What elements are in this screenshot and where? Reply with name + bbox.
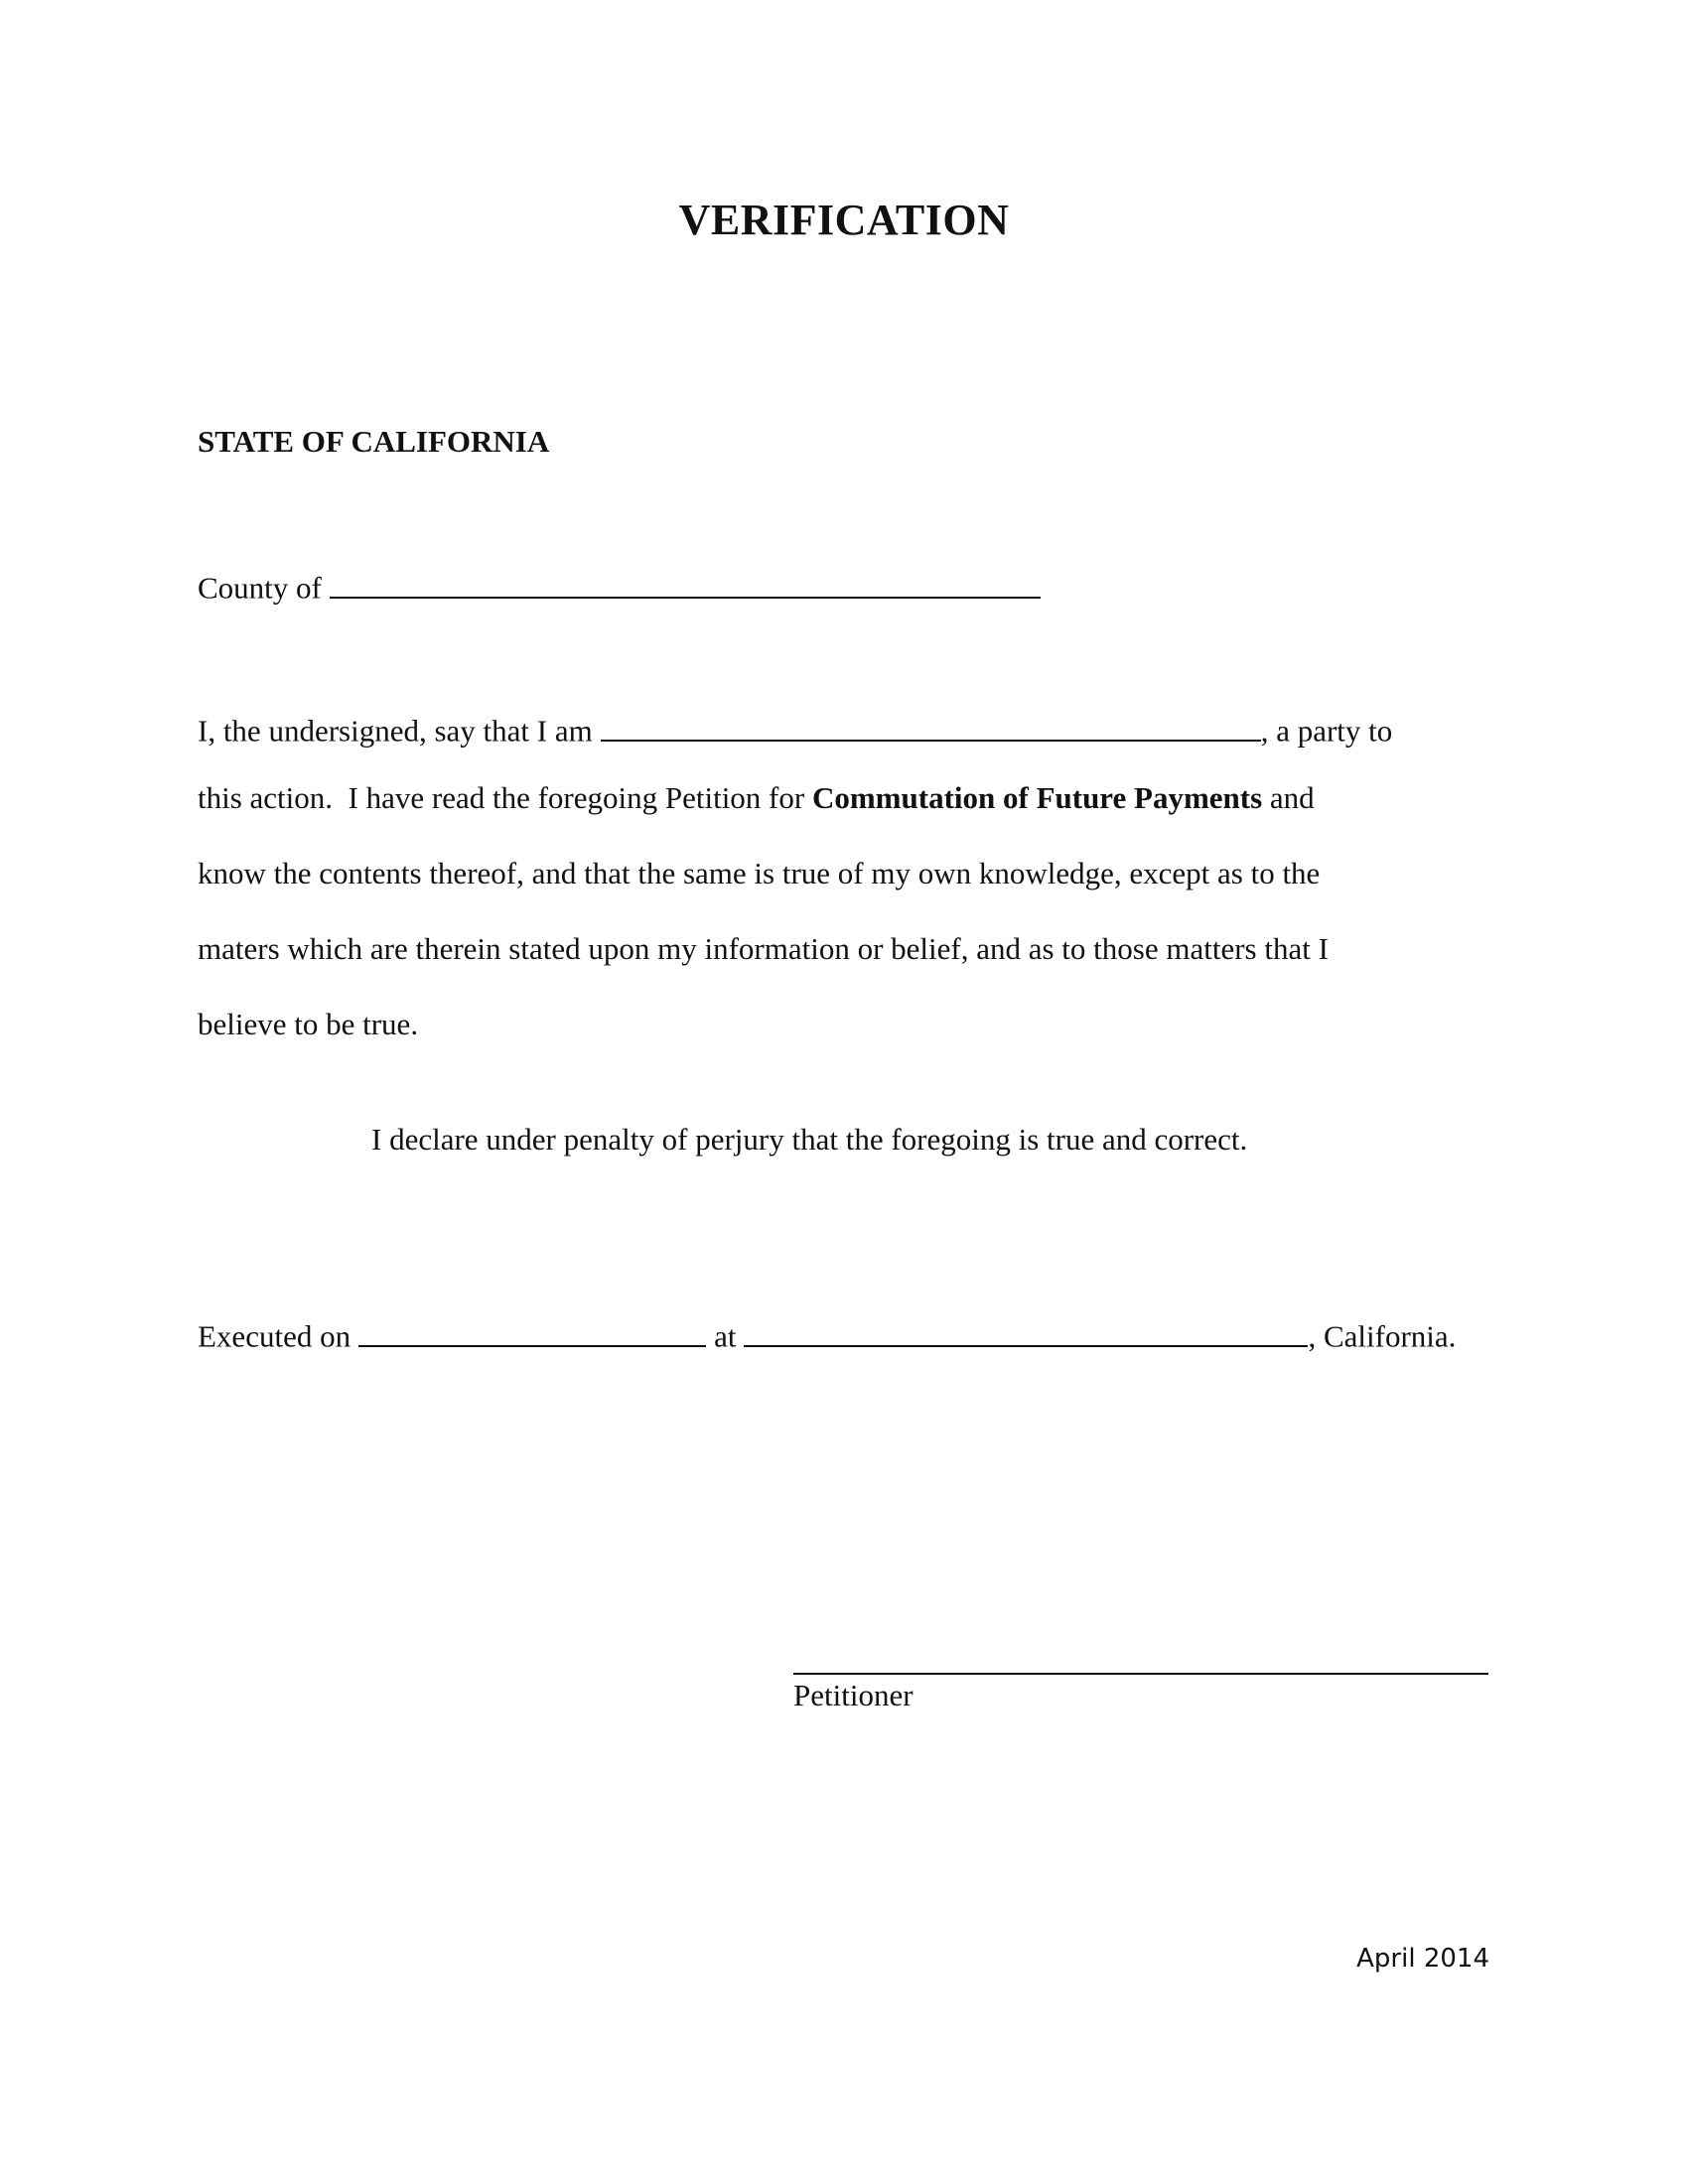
petition-type-bold: Commutation of Future Payments (811, 780, 1263, 815)
paragraph-line2-end: and (1262, 780, 1315, 815)
paragraph-line-2 (198, 782, 1315, 813)
paragraph-line-1 (198, 707, 1392, 747)
county-blank-field[interactable] (330, 564, 1041, 599)
paragraph-line-5: believe to be true. (198, 1007, 419, 1041)
county-label: County of (198, 570, 322, 606)
paragraph-line1-end: , a party to (1260, 713, 1393, 749)
executed-line (198, 1312, 1456, 1355)
executed-state-suffix: , California. (1308, 1318, 1457, 1354)
footer-date: April 2014 (1356, 1944, 1489, 1974)
executed-label: Executed on (198, 1318, 352, 1354)
executed-at-label: at (714, 1318, 737, 1354)
county-line (198, 564, 1041, 607)
executed-date-blank-field[interactable] (358, 1312, 706, 1347)
party-name-blank-field[interactable] (601, 707, 1261, 742)
paragraph-line-3: know the contents thereof, and that the same is true of my own knowledge, except as to the (198, 856, 1321, 890)
executed-place-blank-field[interactable] (744, 1312, 1308, 1347)
signature-label: Petitioner (793, 1678, 914, 1712)
paragraph-line2-start: this action. I have read the foregoing Petition for (198, 780, 812, 815)
declaration-statement: I declare under penalty of perjury that the foregoing is true and correct. (371, 1122, 1248, 1157)
document-title: VERIFICATION (678, 196, 1010, 244)
state-heading: STATE OF CALIFORNIA (198, 424, 550, 459)
paragraph-line1-start: I, the undersigned, say that I am (198, 713, 593, 749)
signature-line[interactable] (793, 1673, 1488, 1675)
paragraph-line-4: maters which are therein stated upon my information or belief, and as to those matters that I (198, 931, 1329, 966)
